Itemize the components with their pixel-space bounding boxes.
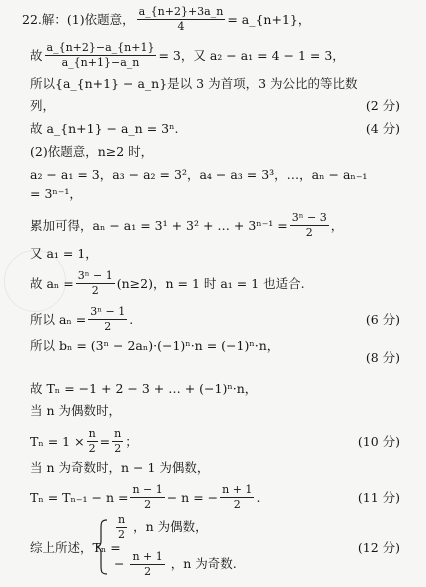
line-11: 故 aₙ = $\frac{\text{3ⁿ − 1}}{2}$ (n≥2)，n = 1 时 a₁ = 1 也适合. [30, 269, 305, 297]
case-odd-fraction: $\frac{n + 1}{2}$ [132, 550, 163, 578]
line-1-tail: = a_{n+1}， [227, 11, 311, 27]
line-3: 所以{a_{n+1} − a_n}是以 3 为首项，3 为公比的等比数 [30, 76, 358, 91]
score-8: (8 分) [365, 350, 400, 365]
case-odd: − $\frac{n + 1}{2}$ ，n 为奇数. [114, 550, 237, 578]
line-15: 故 Tₙ = −1 + 2 − 3 + … + (−1)ⁿ·n， [30, 381, 258, 396]
line-19: Tₙ = Tₙ₋₁ − n = $\frac{n - 1}{2}$ − n = − $\frac{n + 1}{2}$ . (11 分) [30, 483, 400, 511]
line-1-fraction: $\frac{a\_\{n+2\}+3a\_n}{4}$ [138, 5, 224, 33]
line-11-fraction: $\frac{\text{3ⁿ − 1}}{2}$ [77, 269, 113, 297]
left-brace-icon [95, 519, 109, 575]
line-1-text: 22.解：(1)依题意， [22, 11, 135, 27]
summary-label: 综上所述，Tₙ = [30, 540, 121, 555]
line-12: 所以 aₙ = $\frac{\text{3ⁿ − 1}}{2}$ . (6 分) [30, 305, 400, 333]
line-1 [22, 6, 414, 33]
line-6: (2)依题意，n≥2 时， [30, 144, 154, 159]
line-13: 所以 bₙ = (3ⁿ − 2aₙ)·(−1)ⁿ·n = (−1)ⁿ·n， [30, 338, 280, 353]
line-2-fraction: $\frac{a\_\{n+2\}-a\_\{n+1\}}{a\_\{n+1\}-a\_n}$ [46, 41, 155, 69]
line-9-fraction: $\frac{\text{3ⁿ − 3}}{2}$ [291, 211, 327, 239]
score-6: (6 分) [365, 311, 400, 327]
line-2: 故 $\frac{a\_\{n+2\}-a\_\{n+1\}}{a\_\{n+1\}-a\_n}$ = 3，又 a₂ − a₁ = 4 − 1 = 3， [30, 41, 345, 69]
line-7: a₂ − a₁ = 3，a₃ − a₂ = 3²，a₄ − a₃ = 3³，…，aₙ − aₙ₋₁ [30, 167, 368, 182]
line-8: = 3ⁿ⁻¹， [30, 186, 82, 201]
line-17: Tₙ = 1 × $\frac{n}{2}$ = $\frac{n}{2}$ ； (10 分) [30, 427, 400, 455]
score-4: (4 分) [365, 121, 400, 136]
case-even: $\frac{n}{2}$ ，n 为偶数， [118, 513, 208, 541]
score-11: (11 分) [357, 489, 400, 505]
score-2: (2 分) [365, 98, 400, 113]
score-10: (10 分) [357, 433, 400, 449]
line-4: 列， (2 分) [30, 98, 400, 113]
line-9: 累加可得，aₙ − a₁ = 3¹ + 3² + … + 3ⁿ⁻¹ = $\frac{\text{3ⁿ − 3}}{2}$ ， [30, 211, 344, 239]
line-19-fraction-b: $\frac{n + 1}{2}$ [222, 483, 253, 511]
case-even-fraction: $\frac{n}{2}$ [118, 513, 126, 541]
line-18: 当 n 为奇数时，n − 1 为偶数， [30, 460, 210, 475]
line-17-fraction-b: $\frac{n}{2}$ [114, 427, 122, 455]
line-17-fraction-a: $\frac{n}{2}$ [88, 427, 96, 455]
line-5: 故 a_{n+1} − a_n = 3ⁿ. (4 分) [30, 121, 400, 136]
line-16: 当 n 为偶数时， [30, 403, 121, 418]
score-12: (12 分) [357, 540, 400, 555]
line-12-fraction: $\frac{\text{3ⁿ − 1}}{2}$ [90, 305, 126, 333]
line-10: 又 a₁ = 1， [30, 246, 98, 261]
line-19-fraction-a: $\frac{n - 1}{2}$ [132, 483, 163, 511]
